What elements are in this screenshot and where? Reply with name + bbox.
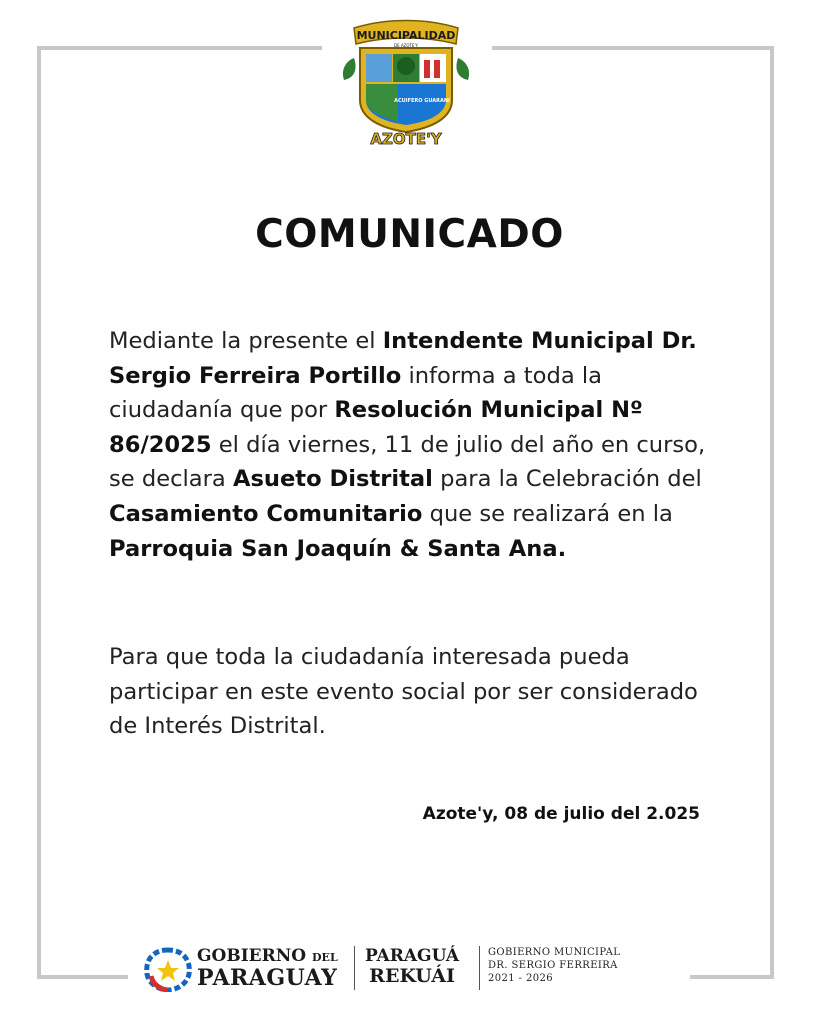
page-title: COMUNICADO	[255, 212, 564, 257]
emphasized-text: Casamiento Comunitario	[109, 500, 423, 527]
announcement-paragraph-2: Para que toda la ciudadanía interesada pueda participar en este evento social por ser considerado de Interés Distrital.	[109, 644, 698, 740]
footer-logos	[143, 940, 683, 996]
body-text-segment: Mediante la presente el	[109, 328, 383, 354]
svg-text:DE AZOTE'Y: DE AZOTE'Y	[393, 43, 419, 48]
emphasized-text: Parroquia San Joaquín & Santa Ana.	[109, 535, 567, 562]
body-text-segment: que se realizará en la	[422, 500, 673, 527]
body-text-segment: el día viernes, 11 de julio del año en curso, se declara	[109, 431, 706, 493]
svg-text:ACUIFERO GUARANI: ACUIFERO GUARANI	[394, 98, 450, 104]
svg-text:MUNICIPALIDAD: MUNICIPALIDAD	[356, 29, 456, 42]
municipal-seal-logo	[336, 14, 476, 148]
body-text-segment: informa a toda la ciudadanía que por	[109, 362, 602, 424]
date-line: Azote'y, 08 de julio del 2.025	[422, 804, 700, 824]
emphasized-text: Resolución Municipal Nº 86/2025	[109, 397, 643, 458]
gobierno-del-paraguay-logo: GOBIERNO DEL PARAGUAY	[197, 946, 338, 991]
body-text-segment: para la Celebración del	[432, 466, 702, 493]
emphasized-text: Intendente Municipal Dr. Sergio Ferreira Portillo	[109, 328, 697, 389]
footer-divider	[479, 946, 480, 990]
emphasized-text: Asueto Distrital	[232, 466, 433, 493]
paragua-rekuai-logo: PARAGUÁ REKUÁI	[365, 946, 460, 987]
government-emblem-icon	[143, 946, 193, 992]
gobierno-municipal-logo: GOBIERNO MUNICIPAL DR. SERGIO FERREIRA 2021 - 2026	[488, 947, 621, 984]
svg-text:AZOTE'Y: AZOTE'Y	[370, 130, 442, 148]
announcement-paragraph-1	[109, 324, 709, 566]
footer-divider	[354, 946, 355, 990]
